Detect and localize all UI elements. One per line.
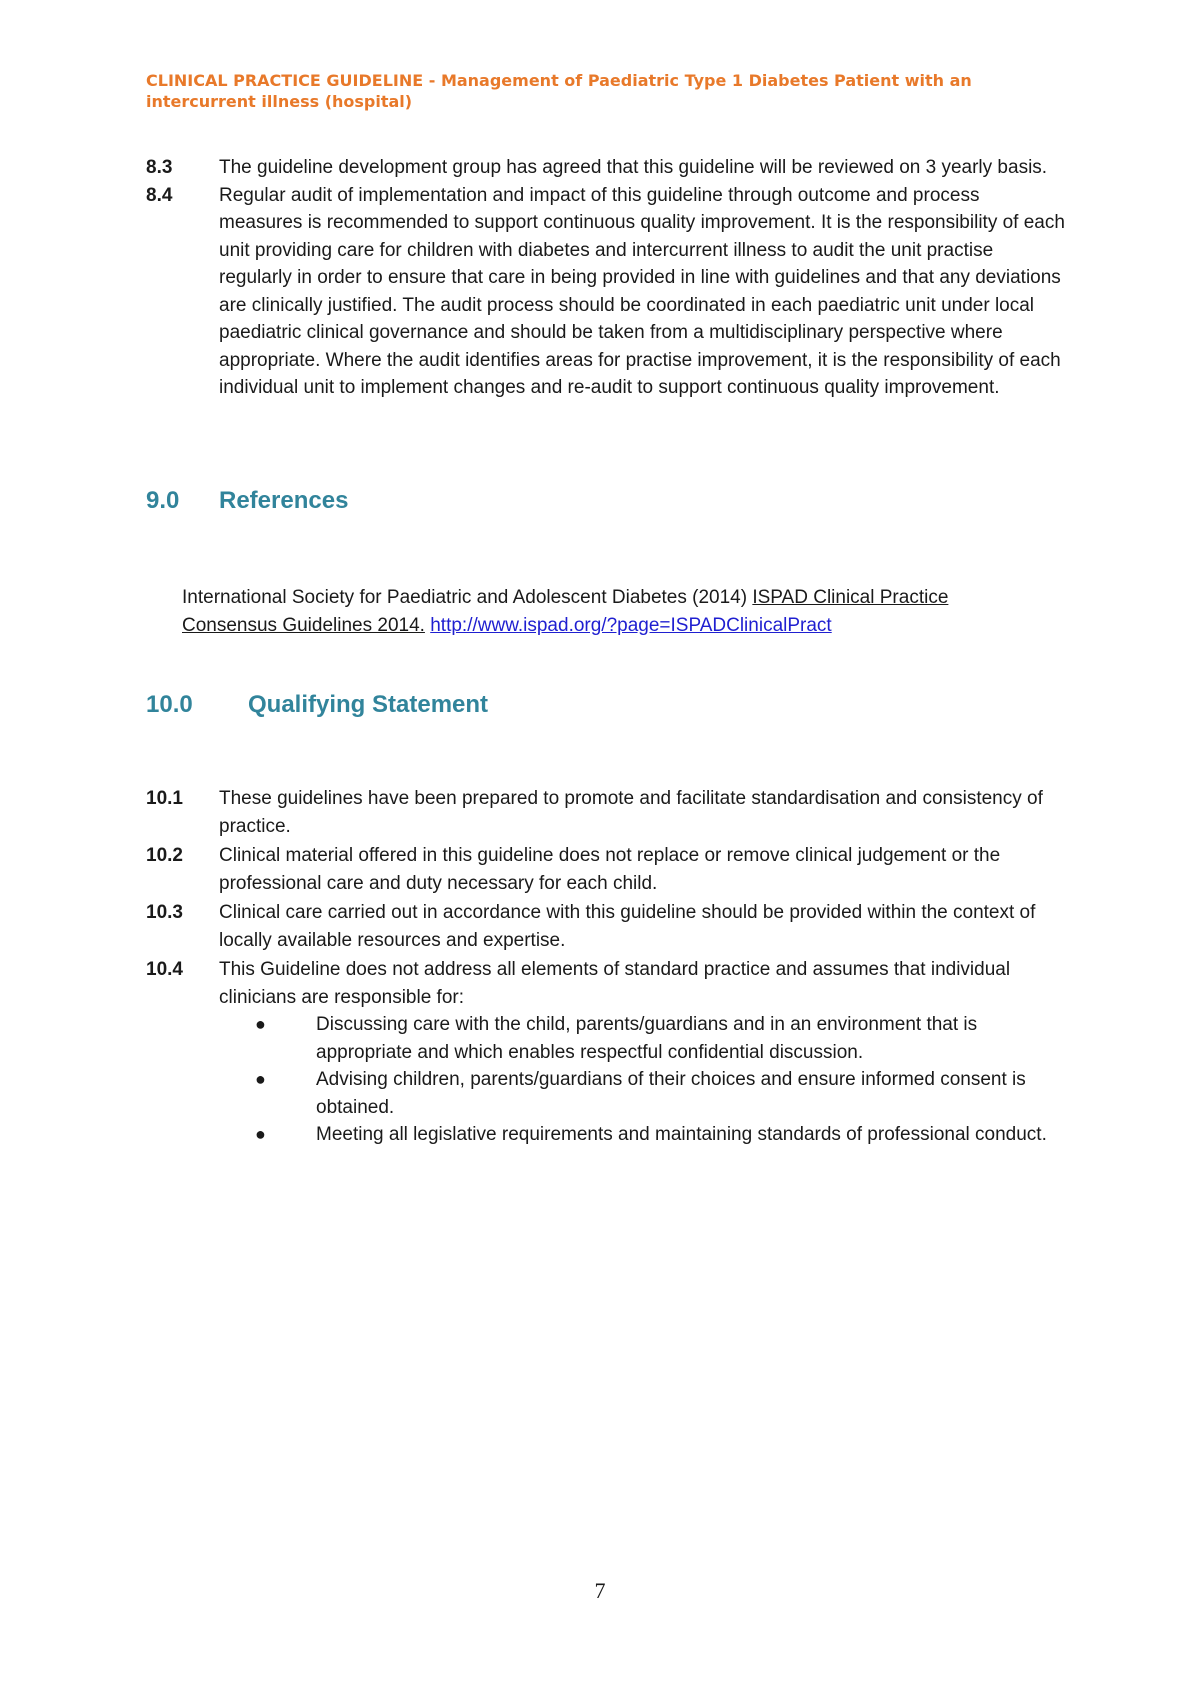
running-header [146,70,1046,112]
responsibility-bullets [219,1011,1066,1149]
item-text: Regular audit of implementation and impact of this guideline through outcome and process measures is recommended to support continuous quality improvement. It is the responsibility of each unit providing care for children with diabetes and intercurrent illness to audit the unit practise regularly in order to ensure that care in being provided in line with guidelines and that any deviations are clinically justified. The audit process should be coordinated in each paediatric unit under local paediatric clinical governance and should be taken from a multidisciplinary perspective where appropriate. Where the audit identifies areas for practise improvement, it is the responsibility of each individual unit to implement changes and re-audit to support continuous quality improvement. [219,184,1065,398]
section-10-list [146,785,1066,1149]
bullet-text: Discussing care with the child, parents/guardians and in an environment that is appropriate and which enables respectful confidential discussion. [316,1014,978,1063]
page-number: 7 [594,1578,606,1603]
item-text: Clinical care carried out in accordance with this guideline should be provided within the context of locally available resources and expertise. [219,902,1036,951]
bullet-item [219,1066,1066,1121]
item-number: 10.2 [146,845,183,866]
item-number: 10.1 [146,788,183,809]
list-item [146,842,1066,897]
item-number: 8.4 [146,184,173,206]
bullet-icon: ● [255,1069,266,1089]
item-number: 10.3 [146,902,183,923]
reference-title: ISPAD Clinical Practice Consensus Guidelines 2014. [182,587,949,636]
bullet-icon: ● [255,1124,266,1144]
list-item [146,956,1066,1011]
item-text: These guidelines have been prepared to promote and facilitate standardisation and consistency of practice. [219,788,1043,837]
section-number: 10.0 [146,691,193,718]
bullet-icon: ● [255,1014,266,1034]
item-number: 10.4 [146,959,183,980]
bullet-item [219,1011,1066,1066]
item-text: The guideline development group has agreed that this guideline will be reviewed on 3 yearly basis. [219,157,1048,178]
bullet-text: Advising children, parents/guardians of their choices and ensure informed consent is obtained. [316,1069,1026,1118]
item-number: 8.3 [146,157,173,178]
item-text: Clinical material offered in this guideline does not replace or remove clinical judgement or the professional care and duty necessary for each child. [219,845,1001,894]
section-title: References [219,487,349,514]
reference-prefix: International Society for Paediatric and Adolescent Diabetes (2014) [182,587,753,608]
list-item [146,785,1066,840]
list-item [146,899,1066,954]
section-heading-qualifying-statement [146,690,488,720]
reference-link[interactable]: http://www.ispad.org/?page=ISPADClinicalPract [430,614,832,636]
bullet-text: Meeting all legislative requirements and maintaining standards of professional conduct. [316,1124,1047,1145]
list-item [146,182,1066,402]
header-line-2: intercurrent illness (hospital) [146,92,413,111]
section-number: 9.0 [146,487,180,514]
list-item [146,154,1066,182]
bullet-item [219,1121,1066,1149]
section-title: Qualifying Statement [248,691,489,718]
section-heading-references [146,486,348,516]
reference-entry [182,584,1032,639]
header-line-1: CLINICAL PRACTICE GUIDELINE - Management of Paediatric Type 1 Diabetes Patient with an [146,71,972,90]
item-text: This Guideline does not address all elements of standard practice and assumes that individual clinicians are responsible for: [219,959,1011,1008]
section-8-list [146,154,1066,402]
